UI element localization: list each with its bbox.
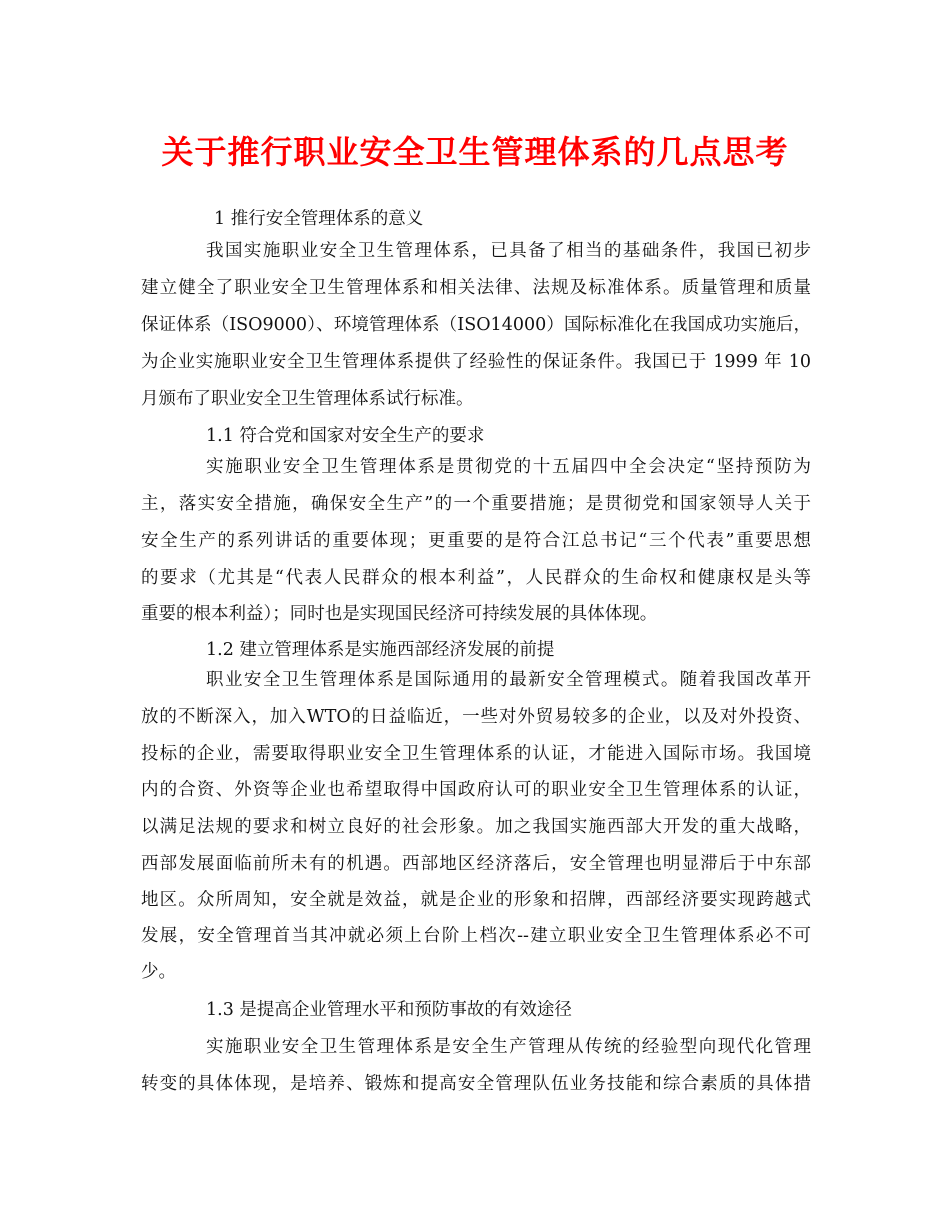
paragraph-line: 主，落实安全措施，确保安全生产”的一个重要措施；是贯彻党和国家领导人关于 xyxy=(141,494,811,514)
section-heading-1-3: 1.3 是提高企业管理水平和预防事故的有效途径 xyxy=(206,1000,572,1020)
paragraph-line: 放的不断深入，加入WTO的日益临近，一些对外贸易较多的企业，以及对外投资、 xyxy=(141,707,811,727)
paragraph-line: 建立健全了职业安全卫生管理体系和相关法律、法规及标准体系。质量管理和质量 xyxy=(141,278,811,298)
paragraph-line: 安全生产的系列讲话的重要体现；更重要的是符合江总书记“三个代表”重要思想 xyxy=(141,531,811,551)
paragraph-line: 重要的根本利益）；同时也是实现国民经济可持续发展的具体体现。 xyxy=(141,604,658,624)
paragraph-line: 转变的具体体现，是培养、锻炼和提高安全管理队伍业务技能和综合素质的具体措 xyxy=(141,1074,811,1094)
section-heading-1-1: 1.1 符合党和国家对安全生产的要求 xyxy=(206,426,485,446)
paragraph-line: 少。 xyxy=(141,962,176,982)
paragraph-line: 月颁布了职业安全卫生管理体系试行标准。 xyxy=(141,389,474,409)
section-heading-1: 1 推行安全管理体系的意义 xyxy=(214,209,424,229)
paragraph-line: 我国实施职业安全卫生管理体系，已具备了相当的基础条件，我国已初步 xyxy=(206,241,811,261)
paragraph-line: 发展，安全管理首当其冲就必须上台阶上档次--建立职业安全卫生管理体系必不可 xyxy=(141,926,811,946)
paragraph-line: 为企业实施职业安全卫生管理体系提供了经验性的保证条件。我国已于 1999 年 10 xyxy=(141,352,811,372)
paragraph-line: 实施职业安全卫生管理体系是贯彻党的十五届四中全会决定“坚持预防为 xyxy=(206,457,811,477)
paragraph-line: 以满足法规的要求和树立良好的社会形象。加之我国实施西部大开发的重大战略， xyxy=(141,817,811,837)
paragraph-line: 的要求（尤其是“代表人民群众的根本利益”，人民群众的生命权和健康权是头等 xyxy=(141,568,811,588)
page-title: 关于推行职业安全卫生管理体系的几点思考 xyxy=(161,133,789,171)
section-heading-1-2: 1.2 建立管理体系是实施西部经济发展的前提 xyxy=(206,640,555,660)
paragraph-line: 实施职业安全卫生管理体系是安全生产管理从传统的经验型向现代化管理 xyxy=(206,1037,811,1057)
paragraph-line: 职业安全卫生管理体系是国际通用的最新安全管理模式。随着我国改革开 xyxy=(206,670,811,690)
paragraph-line: 投标的企业，需要取得职业安全卫生管理体系的认证，才能进入国际市场。我国境 xyxy=(141,744,811,764)
paragraph-line: 保证体系（ISO9000）、环境管理体系（ISO14000）国际标准化在我国成功实施后， xyxy=(141,315,811,335)
paragraph-line: 内的合资、外资等企业也希望取得中国政府认可的职业安全卫生管理体系的认证， xyxy=(141,780,811,800)
paragraph-line: 地区。众所周知，安全就是效益，就是企业的形象和招牌，西部经济要实现跨越式 xyxy=(141,890,811,910)
paragraph-line: 西部发展面临前所未有的机遇。西部地区经济落后，安全管理也明显滞后于中东部 xyxy=(141,854,811,874)
